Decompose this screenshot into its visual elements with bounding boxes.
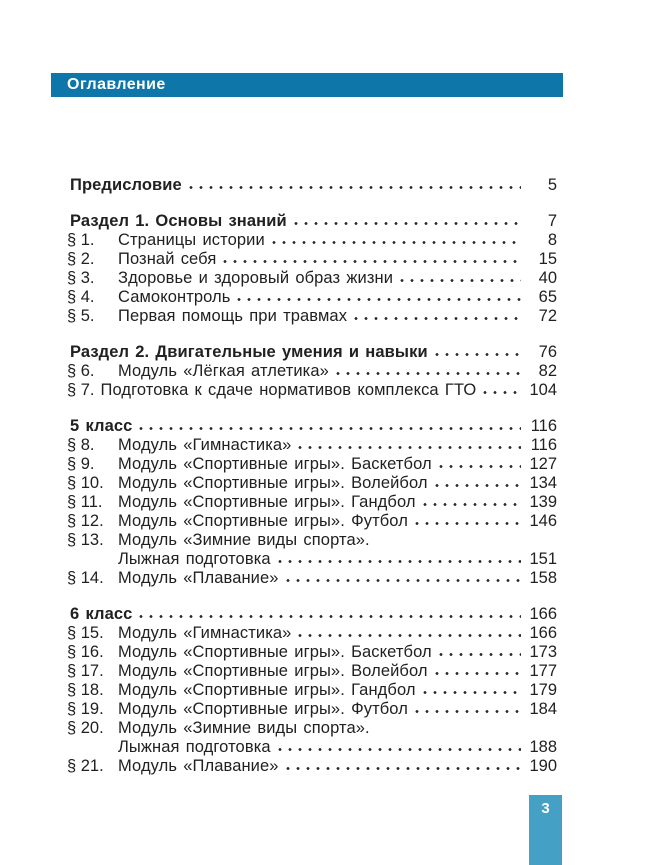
toc-entry-label: Модуль «Гимнастика» xyxy=(118,624,292,642)
dot-leader xyxy=(269,231,521,250)
toc-row xyxy=(67,700,557,719)
toc-row xyxy=(67,719,557,738)
toc-entry-label: Модуль «Спортивные игры». Гандбол xyxy=(118,493,416,511)
dot-leader xyxy=(432,343,521,362)
dot-leader xyxy=(420,681,521,700)
toc-entry-number: § 21. xyxy=(67,757,104,775)
dot-leader xyxy=(351,307,521,326)
toc-entry-label: Самоконтроль xyxy=(118,288,231,306)
toc-row xyxy=(67,550,557,569)
toc-row xyxy=(67,212,557,231)
toc-row xyxy=(67,643,557,662)
toc-entry-page: 134 xyxy=(529,474,557,492)
dot-leader xyxy=(295,624,521,643)
toc-entry-label: Здоровье и здоровый образ жизни xyxy=(118,269,394,287)
toc-entry-label: 6 класс xyxy=(70,605,133,623)
toc-entry-label: Модуль «Плавание» xyxy=(118,569,279,587)
toc-entry-label: Модуль «Гимнастика» xyxy=(118,436,292,454)
dot-leader xyxy=(480,381,521,400)
toc-entry-page: 5 xyxy=(547,176,557,194)
toc-entry-label: Раздел 2. Двигательные умения и навыки xyxy=(70,343,428,361)
page-number-badge xyxy=(529,795,562,865)
toc-entry-page: 190 xyxy=(529,757,557,775)
toc-row xyxy=(67,307,557,326)
dot-leader xyxy=(333,362,521,381)
toc-row xyxy=(67,605,557,624)
toc-row xyxy=(67,436,557,455)
toc-entry-label: 5 класс xyxy=(70,417,133,435)
dot-leader xyxy=(436,643,521,662)
toc-entry-label: Страницы истории xyxy=(118,231,265,249)
toc-entry-number: § 1. xyxy=(67,231,95,249)
toc-row xyxy=(67,231,557,250)
toc-entry-number: § 9. xyxy=(67,455,95,473)
toc-entry-page: 72 xyxy=(538,307,557,325)
toc-entry-number: § 12. xyxy=(67,512,104,530)
toc-entry-page: 76 xyxy=(538,343,557,361)
toc-entry-label: Модуль «Зимние виды спорта». xyxy=(118,719,370,737)
toc-entry-number: § 18. xyxy=(67,681,104,699)
toc-row xyxy=(67,417,557,436)
dot-leader xyxy=(220,250,521,269)
toc-entry-number: § 11. xyxy=(67,493,103,511)
toc-entry-page: 116 xyxy=(530,417,557,435)
toc-row xyxy=(67,531,557,550)
toc-entry-page: 177 xyxy=(529,662,557,680)
toc-entry-number: § 10. xyxy=(67,474,104,492)
toc-entry-label: Подготовка к сдаче нормативов комплекса ГТО xyxy=(100,381,477,399)
dot-leader xyxy=(186,176,521,195)
toc-row xyxy=(67,493,557,512)
toc-entry-number: § 7. xyxy=(67,381,95,399)
toc-row xyxy=(67,343,557,362)
dot-leader xyxy=(436,455,521,474)
toc-entry-number: § 8. xyxy=(67,436,95,454)
dot-leader xyxy=(412,512,521,531)
dot-leader xyxy=(397,269,521,288)
toc-entry-page: 82 xyxy=(538,362,557,380)
toc-entry-page: 127 xyxy=(529,455,557,473)
toc-entry-label: Модуль «Спортивные игры». Волейбол xyxy=(118,474,428,492)
dot-leader xyxy=(283,569,521,588)
dot-leader xyxy=(432,662,521,681)
toc-row xyxy=(67,512,557,531)
toc-row xyxy=(67,250,557,269)
chapter-header-banner xyxy=(51,73,563,97)
toc-entry-page: 40 xyxy=(538,269,557,287)
toc-row xyxy=(67,474,557,493)
dot-leader xyxy=(283,757,521,776)
toc-entry-page: 179 xyxy=(529,681,557,699)
dot-leader xyxy=(136,417,521,436)
toc-entry-number: § 2. xyxy=(67,250,95,268)
toc-entry-label: Модуль «Плавание» xyxy=(118,757,279,775)
dot-leader xyxy=(275,550,521,569)
toc-row xyxy=(67,662,557,681)
toc-entry-label: Модуль «Спортивные игры». Баскетбол xyxy=(118,455,432,473)
toc-row xyxy=(67,455,557,474)
toc-entry-label: Модуль «Лёгкая атлетика» xyxy=(118,362,329,380)
toc-entry-number: § 17. xyxy=(67,662,104,680)
toc-entry-label: Модуль «Спортивные игры». Волейбол xyxy=(118,662,428,680)
toc-entry-number: § 13. xyxy=(67,531,104,549)
page-number: 3 xyxy=(541,800,550,817)
toc-row xyxy=(67,176,557,195)
toc-entry-page: 173 xyxy=(529,643,557,661)
toc-entry-number: § 15. xyxy=(67,624,104,642)
toc-entry-page: 188 xyxy=(529,738,557,756)
dot-leader xyxy=(291,212,521,231)
toc-entry-page: 166 xyxy=(529,624,557,642)
toc-entry-page: 116 xyxy=(530,436,557,454)
dot-leader xyxy=(234,288,521,307)
toc-entry-label: Лыжная подготовка xyxy=(118,550,271,568)
dot-leader xyxy=(275,738,521,757)
toc-entry-page: 15 xyxy=(538,250,557,268)
toc-entry-label: Предисловие xyxy=(70,176,182,194)
toc-entry-label: Модуль «Зимние виды спорта». xyxy=(118,531,370,549)
toc-entry-number: § 5. xyxy=(67,307,95,325)
dot-leader xyxy=(412,700,521,719)
toc-row xyxy=(67,681,557,700)
toc-entry-page: 7 xyxy=(547,212,557,230)
dot-leader xyxy=(295,436,521,455)
toc-entry-number: § 19. xyxy=(67,700,104,718)
toc-entry-number: § 14. xyxy=(67,569,104,587)
toc-entry-label: Модуль «Спортивные игры». Футбол xyxy=(118,512,408,530)
toc-entry-label: Модуль «Спортивные игры». Гандбол xyxy=(118,681,416,699)
toc-entry-number: § 3. xyxy=(67,269,95,287)
table-of-contents xyxy=(67,176,557,776)
toc-row xyxy=(67,757,557,776)
toc-entry-page: 158 xyxy=(529,569,557,587)
toc-row xyxy=(67,269,557,288)
toc-row xyxy=(67,362,557,381)
toc-entry-number: § 4. xyxy=(67,288,95,306)
toc-entry-page: 139 xyxy=(529,493,557,511)
toc-entry-label: Модуль «Спортивные игры». Баскетбол xyxy=(118,643,432,661)
toc-entry-page: 65 xyxy=(538,288,557,306)
dot-leader xyxy=(420,493,521,512)
toc-entry-label: Первая помощь при травмах xyxy=(118,307,348,325)
page-title: Оглавление xyxy=(67,76,166,93)
toc-entry-number: § 20. xyxy=(67,719,104,737)
toc-entry-label: Модуль «Спортивные игры». Футбол xyxy=(118,700,408,718)
toc-row xyxy=(67,569,557,588)
toc-entry-page: 104 xyxy=(529,381,557,399)
toc-entry-page: 166 xyxy=(529,605,557,623)
toc-row xyxy=(67,288,557,307)
toc-entry-label: Познай себя xyxy=(118,250,217,268)
toc-row xyxy=(67,738,557,757)
toc-entry-page: 8 xyxy=(547,231,557,249)
toc-entry-page: 151 xyxy=(529,550,557,568)
toc-row xyxy=(67,381,557,400)
dot-leader xyxy=(432,474,521,493)
toc-entry-label: Раздел 1. Основы знаний xyxy=(70,212,287,230)
toc-entry-number: § 16. xyxy=(67,643,104,661)
toc-entry-number: § 6. xyxy=(67,362,95,380)
toc-entry-page: 146 xyxy=(529,512,557,530)
toc-entry-label: Лыжная подготовка xyxy=(118,738,271,756)
toc-entry-page: 184 xyxy=(529,700,557,718)
dot-leader xyxy=(136,605,521,624)
toc-row xyxy=(67,624,557,643)
